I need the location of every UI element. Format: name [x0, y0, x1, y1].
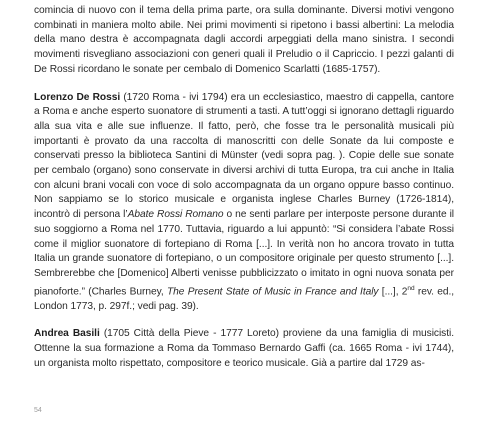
paragraph-lorenzo-de-rossi: [34, 91, 454, 315]
paragraph-de-rossi-text-1: (1720 Roma - ivi 1794) era un ecclesiastico, maestro di cappella, cantore a Roma e anche esperto suonatore di strumenti a tasti. A tutt’oggi si ignorano dettagli riguardo alla sua vita e alle sue influenze. Il fatto, però, che fosse tra le personalità musicali più importanti è provato da una raccolta di manoscritti con delle Sonate da lui composte e conservati presso la biblioteca Santini di Münster (vedi sopra pag. ). Copie delle sue sonate per cembalo (organo) sono conservate in diversi archivi di tutta Europa, tra cui anche in Italia con alcuni brani vocali con voce di solo accompagnata da un organo oppure basso continuo. Non sappiamo se lo storico musicale e organista inglese Charles Burney (1726-1814), incontrò di persona l’: [34, 91, 454, 221]
paragraph-andrea-basili: [34, 327, 454, 371]
composer-name-basili: Andrea Basili: [34, 328, 100, 340]
book-title-italic: The Present State of Music in France and Italy: [166, 286, 379, 298]
paragraph-de-rossi-text-3: [...], 2: [378, 286, 408, 298]
paragraph-de-rossi-text-4: rev. ed., London 1773, p. 297f.; vedi pag. 39).: [34, 286, 455, 312]
composer-name-de-rossi: Lorenzo De Rossi: [34, 91, 121, 103]
abate-rossi-romano-italic: Abate Rossi Romano: [127, 209, 224, 221]
document-page: [34, 4, 454, 372]
edition-superscript: nd: [407, 284, 415, 292]
paragraph-intro-text: cominciа di nuovo con il tema della prima parte, ora sulla dominante. Diversi motivi vengono combinati in maniera molto abile. Nei primi movimenti si ripetono i bassi albertini: La melodia della mano destra è accompagnata dagli accordi arpeggiati della mano sinistra. I secondi movimenti risvegliano associazioni con generi quali il Preludio o il Capriccio. I pezzi galanti di De Rossi ricordano le sonate per cembalo di Domenico Scarlatti (1685-1757).: [34, 5, 454, 75]
paragraph-de-rossi-text-2: o ne senti parlare per interposte persone durante il suo soggiorno a Roma nel 1770. Tuttavia, riguardo a lui appuntò: “Si considera l’abate Rossi come il miglior suonatore di fortepiano di Roma [...]. In verità non ho ancora trovato in tutta Italia un grande suonatore di fortepiano, o un compositore originale per questo strumento [...]. Sembrerebbe che [Domenico] Alberti venisse pubblicizzato o imitato in ogni nuova sonata per pianoforte.” (Charles Burney,: [34, 209, 454, 298]
paragraph-intro: [34, 4, 454, 78]
paragraph-basili-text: (1705 Città della Pieve - 1777 Loreto) proviene da una famiglia di musicisti. Ottenne la sua formazione a Roma da Tommaso Bernardo Gaffi (ca. 1665 Roma - ivi 1744), un organista molto rispettato, compositore e teorico musicale. Già a partire dal 1729 as-: [34, 328, 454, 369]
page-number: 54: [34, 407, 42, 414]
